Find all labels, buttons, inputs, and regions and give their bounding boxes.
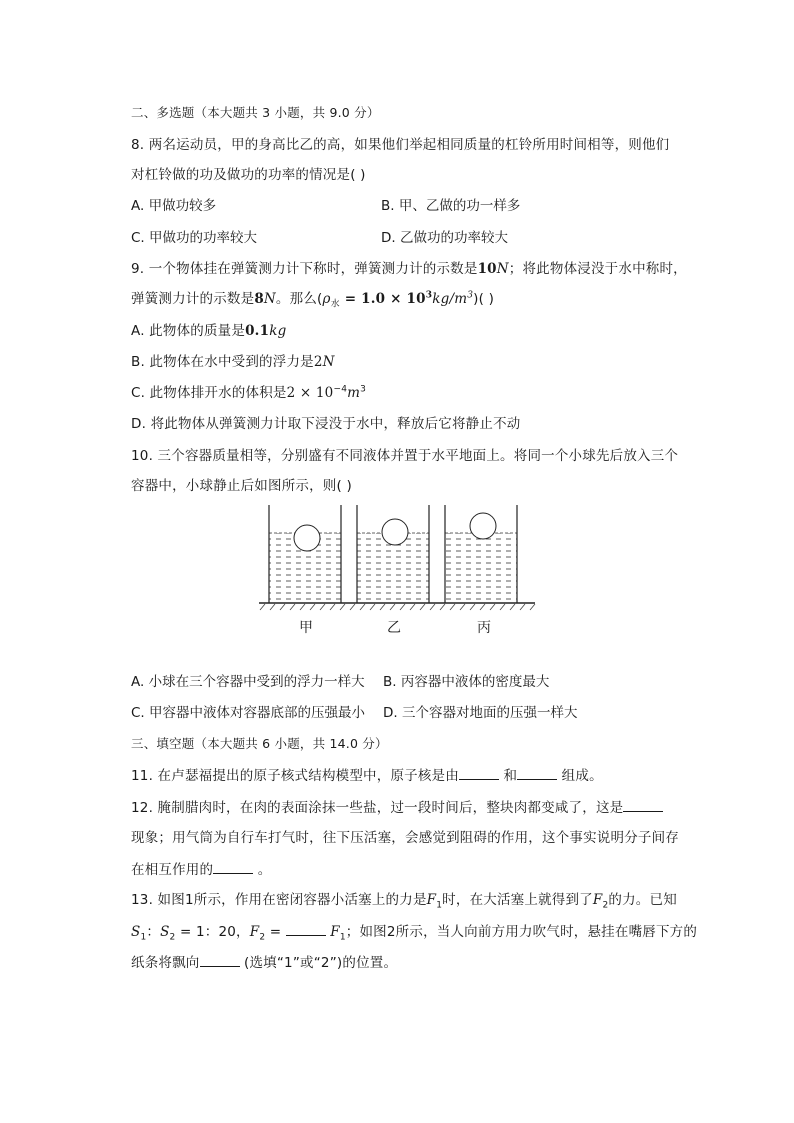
ratio-colon: ：	[146, 924, 161, 940]
rho-symbol: ρ	[322, 291, 331, 307]
q9-text: 。那么(	[275, 291, 323, 307]
containers-figure	[255, 500, 540, 636]
q9-a-value: 0.1	[245, 323, 270, 339]
q9-c-exponent: −4	[333, 384, 348, 395]
q11-stem	[131, 765, 603, 786]
q13-stem-line3	[131, 952, 397, 973]
force-f1-sub: 1	[436, 900, 443, 911]
q11-blank-2[interactable]	[517, 765, 557, 780]
q12-stem-line2: 现象；用气筒为自行车打气时，往下压活塞，会感觉到阻碍的作用，这个事实说明分子间存	[131, 830, 679, 846]
q12-stem-line3	[131, 859, 271, 880]
q9-b-text: B. 此物体在水中受到的浮力是	[131, 354, 314, 370]
q13-text: (选填“1”或“2”)的位置。	[239, 955, 398, 971]
q12-blank-1[interactable]	[623, 797, 663, 812]
label-bing: 丙	[477, 620, 491, 636]
q12-blank-2[interactable]	[213, 859, 253, 874]
q13-blank-2[interactable]	[200, 952, 240, 967]
q12-text: 在相互作用的	[131, 862, 214, 878]
q9-value-8: 8	[254, 291, 264, 307]
force-f1: F	[330, 924, 340, 940]
q9-c-unit: m	[347, 385, 361, 401]
force-f1-sub: 1	[339, 932, 346, 943]
q9-text: 9. 一个物体挂在弹簧测力计下称时，弹簧测力计的示数是	[131, 261, 478, 277]
q8-option-d: D. 乙做功的功率较大	[381, 230, 508, 246]
area-s2-sub: 2	[169, 932, 176, 943]
q13-blank-1[interactable]	[286, 921, 326, 936]
area-s1: S	[131, 924, 141, 940]
label-yi: 乙	[387, 620, 401, 636]
q9-text: 弹簧测力计的示数是	[131, 291, 255, 307]
q10-option-d: D. 三个容器对地面的压强一样大	[383, 705, 578, 721]
q11-text: 和	[498, 768, 518, 784]
q10-option-c: C. 甲容器中液体对容器底部的压强最小	[131, 705, 366, 721]
force-f2-sub: 2	[602, 900, 609, 911]
q10-option-b: B. 丙容器中液体的密度最大	[383, 674, 550, 690]
q9-text: )( )	[473, 291, 495, 307]
q10-stem-line1: 10. 三个容器质量相等，分别盛有不同液体并置于水平地面上。将同一个小球先后放入三个	[131, 448, 679, 464]
q13-stem-line2	[131, 921, 697, 942]
equals-sign: =	[265, 924, 286, 940]
section-title-fill-blank: 三、填空题（本大题共 6 小题，共 14.0 分）	[131, 736, 388, 751]
q12-text: 12. 腌制腊肉时，在肉的表面涂抹一些盐，过一段时间后，整块肉都变咸了，这是	[131, 800, 624, 816]
q9-text: ；将此物体浸没于水中称时，	[508, 261, 687, 277]
q9-value-10: 10	[477, 261, 497, 277]
force-f1: F	[426, 892, 437, 908]
liquid-bing	[445, 533, 517, 603]
q11-text: 组成。	[557, 768, 603, 784]
q11-text: 11. 在卢瑟福提出的原子核式结构模型中，原子核是由	[131, 768, 459, 784]
q8-stem-line1: 8. 两名运动员，甲的身高比乙的高，如果他们举起相同质量的杠铃所用时间相等，则他们	[131, 137, 670, 153]
q13-text: 时，在大活塞上就得到了	[442, 892, 593, 908]
q8-stem-line2: 对杠铃做的功及做功的功率的情况是( )	[131, 167, 366, 183]
density-unit-exponent: 3	[467, 290, 474, 301]
q9-c-text: C. 此物体排开水的体积是	[131, 385, 287, 401]
q9-option-a	[131, 321, 286, 341]
q9-a-unit: kg	[269, 323, 287, 339]
q10-stem-line2: 容器中，小球静止后如图所示，则( )	[131, 478, 352, 494]
ball-yi	[382, 519, 408, 545]
q13-text: 13. 如图1所示，作用在密闭容器小活塞上的力是	[131, 892, 427, 908]
ratio-value: = 1：20，	[175, 924, 250, 940]
q9-c-value: 2 × 10	[286, 385, 334, 401]
density-unit: kg/m	[432, 291, 468, 307]
rho-subscript: 水	[330, 299, 340, 310]
force-f2: F	[249, 924, 260, 940]
area-s1-sub: 1	[140, 932, 147, 943]
label-jia: 甲	[299, 620, 313, 636]
q9-b-value: 2	[313, 354, 323, 370]
density-value: = 1.0 × 10	[339, 291, 426, 307]
containers-diagram	[255, 500, 540, 615]
q11-blank-1[interactable]	[459, 765, 499, 780]
area-s2: S	[160, 924, 170, 940]
q13-text: ；如图2所示，当人向前方用力吹气时，悬挂在嘴唇下方的	[345, 924, 698, 940]
q12-stem-line1	[131, 797, 663, 818]
q12-text: 。	[253, 862, 272, 878]
section-title-multi-choice: 二、多选题（本大题共 3 小题，共 9.0 分）	[131, 105, 380, 120]
q9-stem-line1	[131, 259, 687, 279]
q13-text: 的力。已知	[608, 892, 677, 908]
q8-option-c: C. 甲做功的功率较大	[131, 230, 258, 246]
q10-option-a: A. 小球在三个容器中受到的浮力一样大	[131, 674, 365, 690]
q9-b-unit: N	[322, 354, 335, 370]
ball-bing	[470, 513, 496, 539]
q8-option-b: B. 甲、乙做的功一样多	[381, 198, 521, 214]
q9-option-b	[131, 352, 335, 372]
q9-option-d: D. 将此物体从弹簧测力计取下浸没于水中，释放后它将静止不动	[131, 416, 521, 432]
q9-c-unit-exponent: 3	[360, 384, 367, 395]
q9-a-text: A. 此物体的质量是	[131, 323, 246, 339]
q9-unit: N	[496, 261, 509, 277]
ball-jia	[294, 525, 320, 551]
force-f2-sub: 2	[259, 932, 266, 943]
q13-stem-line1	[131, 890, 677, 910]
q9-option-c	[131, 383, 366, 403]
q8-option-a: A. 甲做功较多	[131, 198, 217, 214]
q9-stem-line2	[131, 289, 494, 309]
q9-unit: N	[263, 291, 276, 307]
force-f2: F	[592, 892, 603, 908]
density-exponent: 3	[425, 290, 433, 301]
q13-text: 纸条将飘向	[131, 955, 200, 971]
